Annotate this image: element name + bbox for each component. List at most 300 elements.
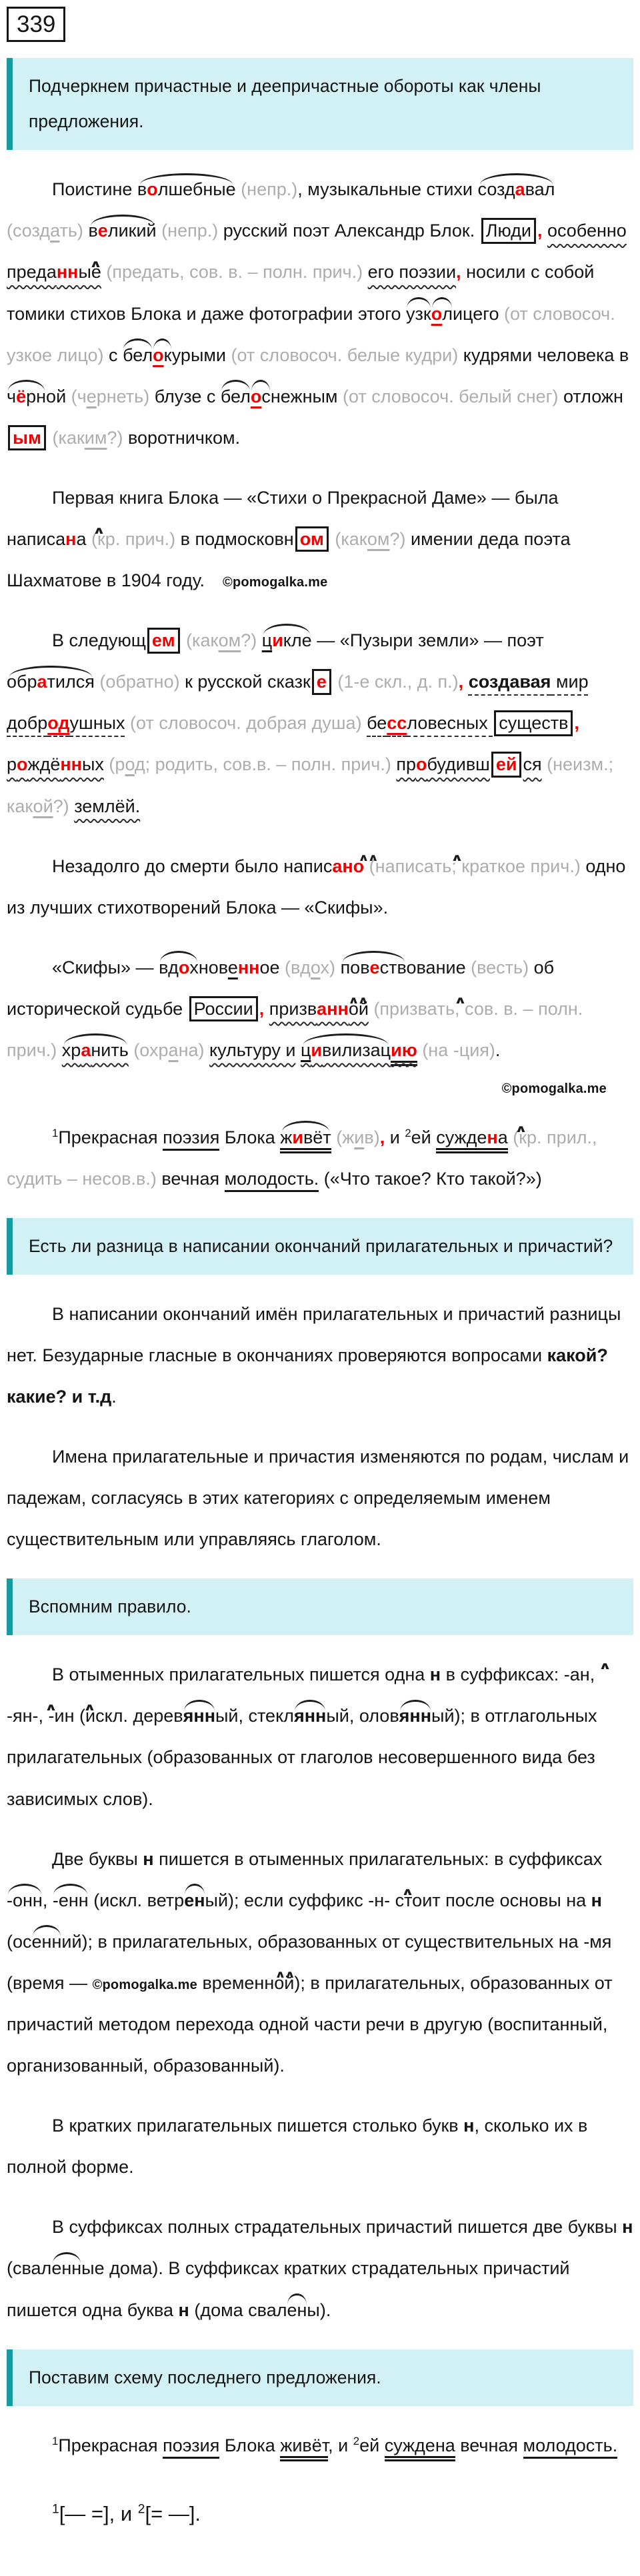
text-run: ый, олов — [326, 1706, 399, 1726]
text-run: России — [189, 996, 258, 1021]
text-run: стоит после основы на — [390, 1890, 591, 1910]
text-run: -ян- ∧ — [7, 1706, 39, 1726]
text-run: пов — [340, 957, 370, 977]
text-run: бел — [123, 344, 153, 365]
text-run: одно из лучших стихотворений Блока — «Скифы». — [7, 856, 626, 918]
text-run — [368, 262, 456, 282]
text-run: янн — [293, 1706, 327, 1726]
text-run: а — [50, 221, 60, 241]
text-run: и — [272, 630, 283, 651]
callout-schema-text: Поставим схему последнего предложения. — [29, 2367, 381, 2387]
text-run — [523, 2435, 618, 2459]
text-run: ию — [391, 1040, 417, 1066]
text-run: о — [416, 754, 427, 775]
text-run: нить — [91, 1040, 129, 1061]
text-run: ть, сов. в. – полн. прич.) — [7, 998, 583, 1061]
text-run: ый); в отглагольных прилагательных (образованных от глаголов несовершенного вида без зависимых слов). — [7, 1706, 597, 1809]
text-run: (ч — [71, 386, 87, 406]
text-run: вечная — [156, 1168, 225, 1189]
text-run: (на -ция) — [422, 1040, 495, 1061]
text-run: . — [111, 1386, 117, 1407]
text-run: бе — [367, 713, 387, 734]
text-run: ый); если суффикс — [205, 1890, 369, 1910]
text-run: н ∧ — [65, 529, 76, 549]
text-run: к — [163, 344, 172, 365]
text-run — [295, 1040, 301, 1060]
text-run: ых — [82, 754, 104, 775]
text-run: поэзия — [163, 1127, 220, 1147]
text-run: Прекрасная — [58, 2435, 163, 2455]
text-run: е — [369, 957, 380, 977]
text-run: -ин ∧ — [49, 1706, 75, 1726]
text-run: будивш — [427, 754, 490, 775]
paragraph-rule-4 — [7, 2206, 633, 2330]
text-run: и — [292, 1127, 303, 1147]
text-run: ё — [16, 386, 27, 406]
text-run: ен — [287, 2299, 307, 2320]
text-run: о — [310, 957, 321, 977]
text-run — [257, 630, 262, 650]
text-run — [262, 630, 312, 650]
text-run: ©pomogalka.me — [92, 1977, 197, 1992]
text-run: (напис — [369, 856, 424, 876]
text-run: созд — [477, 179, 515, 200]
text-run: е — [97, 221, 108, 241]
text-run — [225, 1169, 319, 1192]
text-run — [542, 221, 547, 241]
text-run: 2 — [353, 2434, 360, 2447]
text-run: -н- ∧ — [368, 1890, 390, 1910]
text-run: енн ∧∧ — [244, 1973, 274, 1993]
text-run: ый, стекл — [215, 1706, 294, 1726]
text-run: поэзия — [163, 2435, 220, 2455]
paragraph-answer-5 — [7, 947, 633, 1071]
text-run: , — [38, 1706, 49, 1726]
text-run: ть; краткое прич.) — [433, 856, 581, 876]
text-run — [341, 958, 407, 977]
text-run: пр — [396, 754, 417, 775]
text-run — [205, 1040, 210, 1060]
text-run: (ж — [336, 1127, 355, 1147]
text-run: (от словосоч. белые кудри) — [231, 344, 459, 365]
text-run — [301, 1040, 417, 1066]
text-run: енн — [51, 2258, 82, 2279]
text-run: ся — [523, 754, 542, 775]
text-run: (предать, сов. в. – полн. прич.) — [106, 262, 363, 283]
text-run: , — [456, 262, 461, 283]
text-run: В отыменных прилагательных пишется одна — [52, 1664, 430, 1685]
text-run: (призв — [373, 998, 427, 1019]
text-run: д; родить, сов.в. – полн. прич.) — [134, 754, 391, 775]
text-run: н — [143, 1848, 154, 1869]
text-run: -ан ∧ — [564, 1664, 590, 1684]
text-run: 1 — [52, 2434, 59, 2447]
text-run: н — [429, 1664, 441, 1685]
text-run: узк — [405, 303, 431, 324]
answer-text-section — [7, 169, 633, 1199]
text-run — [301, 1040, 391, 1060]
text-run: , музыкальные стихи — [297, 179, 478, 200]
text-run: — «Пузыри земли» — поэт — [311, 630, 544, 651]
paragraph-rule-1 — [7, 1654, 633, 1819]
text-run: В суффиксах полных страдательных причастий пишется две буквы — [52, 2217, 623, 2238]
text-run: Люди — [481, 218, 536, 243]
text-run — [181, 630, 187, 650]
text-run — [280, 2435, 328, 2461]
text-run: В написании окончаний имён прилагательных и причастий разницы нет. Безударные гласные в окончаниях проверяются вопросами — [7, 1303, 621, 1365]
text-run: вилизац — [322, 1040, 391, 1061]
text-run: ом — [367, 529, 390, 549]
text-run: (как — [186, 630, 219, 651]
text-run: его поэзии — [367, 262, 457, 283]
text-run: русский поэт Александр Блок. — [218, 221, 480, 241]
text-run — [369, 856, 581, 876]
text-run: с — [261, 386, 271, 406]
text-run: ждё — [27, 754, 61, 775]
paragraph-answer-3 — [7, 620, 633, 826]
text-run: ом — [295, 526, 329, 552]
callout-question-text: Есть ли разница в написании окончаний прилагательных и причастий? — [29, 1235, 613, 1256]
text-run: об исторической судьбе — [7, 957, 555, 1019]
text-run: сужде — [436, 1127, 487, 1147]
text-run: , — [458, 672, 464, 692]
text-run: (ос — [7, 1931, 32, 1952]
text-run: в) — [364, 1127, 380, 1147]
text-run: л — [442, 303, 453, 324]
text-run: 1 — [52, 1126, 59, 1139]
text-run: , — [379, 1127, 385, 1147]
text-run — [53, 428, 123, 448]
text-run — [367, 713, 574, 733]
paragraph-sentence-schema — [7, 2490, 633, 2537]
text-run: о — [147, 179, 158, 200]
text-run: ицего — [452, 303, 504, 324]
text-run: о — [178, 957, 190, 977]
text-run: янн — [183, 1706, 215, 1726]
text-run — [74, 796, 140, 816]
text-run: ей — [359, 2435, 385, 2455]
callout-schema — [7, 2349, 633, 2406]
text-run: [— =], и — [59, 2501, 138, 2525]
endings-explanation-section — [7, 1293, 633, 1561]
text-run: существ — [494, 710, 573, 736]
text-run: (непр.) — [161, 221, 219, 241]
text-run: В следующ — [52, 630, 146, 651]
text-run: им — [84, 427, 107, 448]
text-run: рн — [26, 386, 47, 406]
text-run: , — [42, 1890, 53, 1910]
callout-rule — [7, 1579, 633, 1635]
text-run — [109, 754, 391, 774]
text-run: ан ∧∧ — [332, 856, 353, 876]
text-run — [159, 958, 199, 977]
text-run — [335, 958, 341, 977]
text-run: ?) — [241, 630, 257, 651]
text-run — [280, 1127, 331, 1153]
text-run: ©pomogalka.me — [223, 575, 328, 590]
text-run: «Скифы» — — [52, 957, 159, 977]
text-run: е — [227, 957, 238, 977]
text-run: блузе с — [149, 386, 221, 406]
text-run — [463, 672, 469, 692]
text-run — [7, 221, 83, 241]
text-run — [71, 386, 150, 406]
text-run: в — [88, 221, 98, 241]
text-run: ен — [184, 1890, 205, 1910]
text-run: отложн — [558, 386, 623, 406]
text-run: а — [168, 1040, 179, 1061]
text-run: (как — [335, 529, 367, 549]
text-run: кудрями человека в — [458, 344, 629, 365]
text-run — [385, 2435, 455, 2461]
exercise-number-badge: 339 — [7, 7, 65, 42]
text-run: . — [495, 1040, 501, 1061]
text-run: нежным — [270, 386, 343, 406]
text-run: мир добр — [7, 672, 589, 734]
text-run: ть) — [59, 221, 83, 241]
text-run: с — [103, 344, 123, 365]
paragraph-rule-3 — [7, 2105, 633, 2188]
text-run: , — [537, 221, 543, 241]
text-run: в суффиксах: — [441, 1664, 564, 1685]
text-run — [7, 386, 46, 406]
paragraph-answer-1 — [7, 169, 633, 458]
text-run: землёй. — [74, 796, 141, 816]
text-run: Незадолго до смерти было напис — [52, 856, 333, 876]
text-run: енн — [31, 1931, 62, 1952]
text-run — [431, 304, 453, 324]
text-run: лшебные — [157, 179, 236, 200]
text-run: (охр — [133, 1040, 169, 1061]
text-run: ое — [259, 957, 285, 977]
text-run: янн — [399, 1706, 432, 1726]
text-run: 2 — [137, 2502, 145, 2517]
text-run — [163, 2435, 219, 2459]
text-run: од — [47, 713, 70, 734]
text-run: (обратно) — [99, 672, 180, 692]
text-run — [133, 1040, 204, 1060]
text-run: носили с собой томики стихов Блока и даже фотографии этого — [7, 262, 595, 324]
text-run: особенно преда — [7, 221, 627, 283]
text-run: (кр. прил., судить – несов.в.) — [7, 1127, 597, 1189]
text-run: воротничком. — [123, 427, 241, 448]
text-run: а — [37, 672, 47, 692]
text-run: -енн — [52, 1890, 89, 1910]
text-run: ц — [261, 630, 273, 651]
text-run — [406, 304, 431, 324]
text-run — [269, 999, 369, 1019]
text-run: и — [354, 1127, 365, 1147]
text-run: (искл. ветр — [88, 1890, 185, 1910]
text-run: обр — [7, 672, 37, 692]
text-run — [285, 958, 335, 977]
text-run: («Что такое? Кто такой?») — [319, 1168, 542, 1189]
text-run: в — [137, 179, 147, 200]
text-run — [221, 386, 251, 406]
text-run: на) — [178, 1040, 205, 1061]
text-run — [363, 262, 368, 282]
text-run: в подмосковн — [175, 529, 294, 549]
text-run: и — [311, 1040, 323, 1061]
text-run: нн ∧ — [57, 262, 79, 282]
text-run: , сколько их в полной форме. — [7, 2116, 588, 2178]
text-run: а — [497, 1127, 508, 1147]
text-run: ей — [411, 1127, 437, 1147]
text-run: а — [515, 179, 525, 200]
text-run: (дома свал — [189, 2299, 287, 2320]
text-run: урыми — [171, 344, 231, 365]
text-run: н — [463, 2116, 475, 2136]
text-run — [47, 428, 53, 448]
text-run — [186, 630, 257, 650]
text-run: (искл. дерев — [74, 1706, 183, 1726]
text-run: 2 — [405, 1126, 411, 1139]
text-run: Первая книга Блока — «Стихи о Прекрасной Даме» — была написа — [7, 487, 559, 549]
text-run: ц — [300, 1040, 311, 1061]
text-run: о — [17, 754, 28, 775]
text-run: суждена — [384, 2435, 455, 2455]
text-run: , — [574, 713, 579, 734]
text-run — [478, 179, 555, 199]
text-run: (неизм.; как — [7, 754, 614, 816]
text-run: Блока — [219, 1127, 281, 1147]
text-run — [251, 386, 271, 406]
text-run: (от словосоч. узкое лицо) — [7, 303, 615, 365]
text-run: , и — [328, 2435, 353, 2455]
callout-rule-text: Вспомним правило. — [29, 1597, 191, 1617]
text-run: ой); в прилагательных, образованных от причастий методом перехода одной части речи в другую (воспитанный, организованный, образованный). — [7, 1972, 613, 2076]
text-run — [209, 1040, 295, 1060]
text-run: ые дома). В суффиксах кратких страдательных причастий пишется одна буква — [7, 2258, 570, 2320]
text-run: (1-е скл., д. п.) — [337, 672, 459, 692]
text-run: Две буквы — [52, 1848, 143, 1869]
text-run: Прекрасная — [58, 1127, 163, 1147]
text-run: молодость. — [224, 1168, 319, 1189]
text-run: а ∧ — [427, 999, 437, 1019]
text-run: Имена прилагательные и причастия изменяются по родам, числам и падежам, согласуясь в этих категориях с определяемым именем существительным или управляясь глаголом. — [7, 1446, 629, 1550]
text-run: р — [7, 754, 17, 775]
text-run — [396, 754, 541, 774]
text-run: е — [86, 386, 97, 406]
text-run: кле — [283, 630, 312, 651]
text-run: ом — [218, 630, 241, 651]
text-run: -онн — [7, 1890, 43, 1910]
paragraph-endings-1 — [7, 1293, 633, 1417]
text-run: [= —]. — [145, 2501, 201, 2525]
callout-task — [7, 58, 633, 150]
text-run: ?) — [53, 796, 69, 816]
text-run: о — [153, 344, 164, 365]
text-run — [153, 345, 172, 365]
text-run: н ∧ — [487, 1127, 497, 1147]
text-run — [137, 179, 236, 199]
paragraph-answer-4 — [7, 846, 633, 928]
text-run: нн — [60, 754, 82, 775]
text-run: о — [125, 754, 135, 775]
text-run: о — [431, 303, 443, 324]
text-run: врем — [197, 1972, 245, 1993]
text-run: (весть) — [471, 957, 529, 977]
text-run — [336, 1127, 380, 1147]
text-run — [57, 1040, 62, 1060]
text-run: ©pomogalka.me — [501, 1081, 607, 1097]
text-run: (от словосоч. добрая душа) — [130, 713, 362, 734]
text-run — [542, 754, 547, 774]
text-run — [264, 999, 269, 1019]
schema-section — [7, 2425, 633, 2537]
text-run: вал — [525, 179, 555, 200]
text-run: имении деда поэта Шахматове в 1904 году. — [7, 529, 571, 591]
text-run: х — [189, 957, 199, 977]
text-run: молодость. — [523, 2435, 618, 2455]
text-run — [125, 713, 131, 733]
text-run — [163, 1127, 219, 1151]
text-run: создавая — [468, 672, 551, 692]
callout-question — [7, 1218, 633, 1275]
text-run: ой — [348, 998, 369, 1019]
text-run: ей — [491, 752, 522, 777]
text-run — [335, 529, 405, 549]
paragraph-answer-6 — [7, 1117, 633, 1199]
watermark-line — [7, 1076, 607, 1097]
text-run: к русской сказк — [179, 672, 311, 692]
text-run: анн ∧∧ — [317, 999, 349, 1019]
text-run: ым — [8, 425, 46, 450]
text-run: культуру и — [209, 1040, 296, 1061]
text-run: ликий — [107, 221, 157, 241]
text-run: тился — [47, 672, 95, 692]
text-run: (вд — [285, 957, 311, 977]
text-run: ств — [379, 957, 407, 977]
callout-task-text: Подчеркнем причастные и деепричастные обороты как члены предложения. — [29, 76, 541, 132]
text-run: ем — [147, 628, 180, 653]
text-run — [123, 345, 153, 365]
text-run: (р — [109, 754, 125, 775]
text-run: а ∧ — [424, 856, 434, 876]
text-run: нн — [237, 957, 260, 977]
text-run: хр — [61, 1040, 81, 1061]
paragraph-last-sentence — [7, 2425, 633, 2466]
text-run: живёт — [280, 2435, 329, 2455]
text-run: (созд — [7, 221, 51, 241]
text-run: ?) — [107, 427, 123, 448]
text-run: н — [591, 1890, 602, 1910]
text-run: а — [81, 1040, 91, 1061]
text-run: ой — [33, 796, 53, 816]
text-run: ч — [7, 386, 17, 406]
text-run: е — [312, 669, 331, 694]
text-run: ?) — [389, 529, 406, 549]
text-run: ий); в прилагательных, образованных от существительных на -мя (время — — [7, 1931, 612, 1993]
text-run: пишется в отыменных прилагательных: в суффиксах — [153, 1848, 603, 1869]
text-run: Поистине — [52, 179, 137, 200]
text-run: н — [178, 2299, 189, 2320]
text-run: ловесных — [407, 713, 493, 734]
text-run: какой? какие? и т.д — [7, 1345, 608, 1407]
text-run — [62, 1040, 129, 1060]
paragraph-answer-2 — [7, 477, 633, 601]
text-run: (от словосоч. белый снег) — [342, 386, 559, 406]
text-run: (кр. прич.) — [91, 529, 176, 549]
text-run — [362, 713, 367, 733]
text-run: вечная — [455, 2435, 523, 2455]
text-run: ушных — [69, 713, 125, 734]
text-run: бел — [220, 386, 251, 406]
text-run — [62, 1040, 129, 1060]
rule-section — [7, 1654, 633, 2330]
text-run: , — [259, 998, 265, 1019]
text-run: ование — [406, 957, 471, 977]
